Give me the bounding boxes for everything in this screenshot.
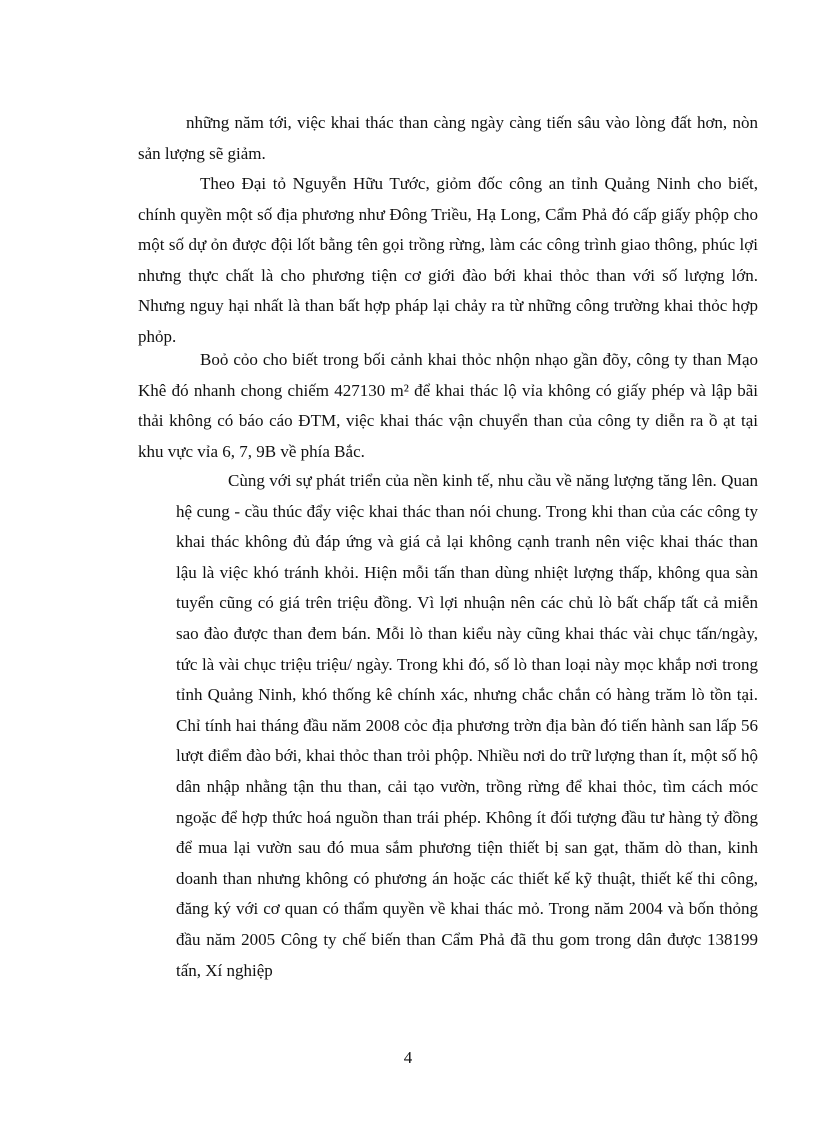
paragraph-police-statement: Theo Đại tỏ Nguyễn Hữu Tước, giỏm đốc công an tỉnh Quảng Ninh cho biết, chính quyền một số địa phương như Đông Triều, Hạ Long, Cẩm Phả đó cấp giấy phộp cho một số dự ỏn được đội lốt bằng tên gọi trồng rừng, làm các công trình giao thông, phúc lợi nhưng thực chất là cho phương tiện cơ giới đào bới khai thỏc than với số lượng lớn. Nhưng nguy hại nhất là than bất hợp pháp lại chảy ra từ những công trường khai thỏc hợp phỏp. (138, 174, 758, 346)
paragraph-report: Boỏ cỏo cho biết trong bối cảnh khai thỏc nhộn nhạo gần đõy, công ty than Mạo Khê đó nhanh chong chiếm 427130 m² để khai thác lộ vỉa không có giấy phép và lập bãi thải không có báo cáo ĐTM, việc khai thác vận chuyển than của công ty diễn ra ồ ạt tại khu vực vỉa 6, 7, 9B về phía Bắc. (138, 350, 758, 461)
paragraph-continuation: những năm tới, việc khai thác than càng ngày càng tiến sâu vào lòng đất hơn, nòn sản lượng sẽ giảm. (138, 113, 758, 163)
page-number: 4 (403, 1048, 413, 1067)
paragraph-economic-development: Cùng với sự phát triển của nền kinh tế, nhu cầu về năng lượng tăng lên. Quan hệ cung - cầu thúc đẩy việc khai thác than nói chung. Trong khi than của các công ty khai thác không đủ đáp ứng và giá cả lại không cạnh tranh nên việc khai thác than lậu là việc khó tránh khỏi. Hiện mỗi tấn than dùng nhiệt lượng thấp, không qua sàn tuyển cũng có giá trên triệu đồng. Vì lợi nhuận nên các chủ lò bất chấp tất cả miễn sao đào được than đem bán. Mỗi lò than kiểu này cũng khai thác vài chục tấn/ngày, tức là vài chục triệu triệu/ ngày. Trong khi đó, số lò than loại này mọc khắp nơi trong tỉnh Quảng Ninh, khó thống kê chính xác, nhưng chắc chắn có hàng trăm lò tồn tại. Chỉ tính hai tháng đầu năm 2008 cỏc địa phương trờn địa bàn đó tiến hành san lấp 56 lượt điểm đào bới, khai thỏc than trỏi phộp. Nhiều nơi do trữ lượng than ít, một số hộ dân nhập nhằng tận thu than, cải tạo vườn, trồng rừng để khai thỏc, tìm cách móc ngoặc để hợp thức hoá nguồn than trái phép. Không ít đối tượng đầu tư hàng tỷ đồng để mua lại vườn sau đó mua sắm phương tiện thiết bị san gạt, thăm dò than, kinh doanh than nhưng không có phương án hoặc các thiết kế kỹ thuật, thiết kế thi công, đăng ký với cơ quan có thẩm quyền về khai thác mỏ. Trong năm 2004 và bốn thỏng đầu năm 2005 Công ty chế biến than Cẩm Phả đã thu gom trong dân được 138199 tấn, Xí nghiệp (176, 471, 758, 980)
